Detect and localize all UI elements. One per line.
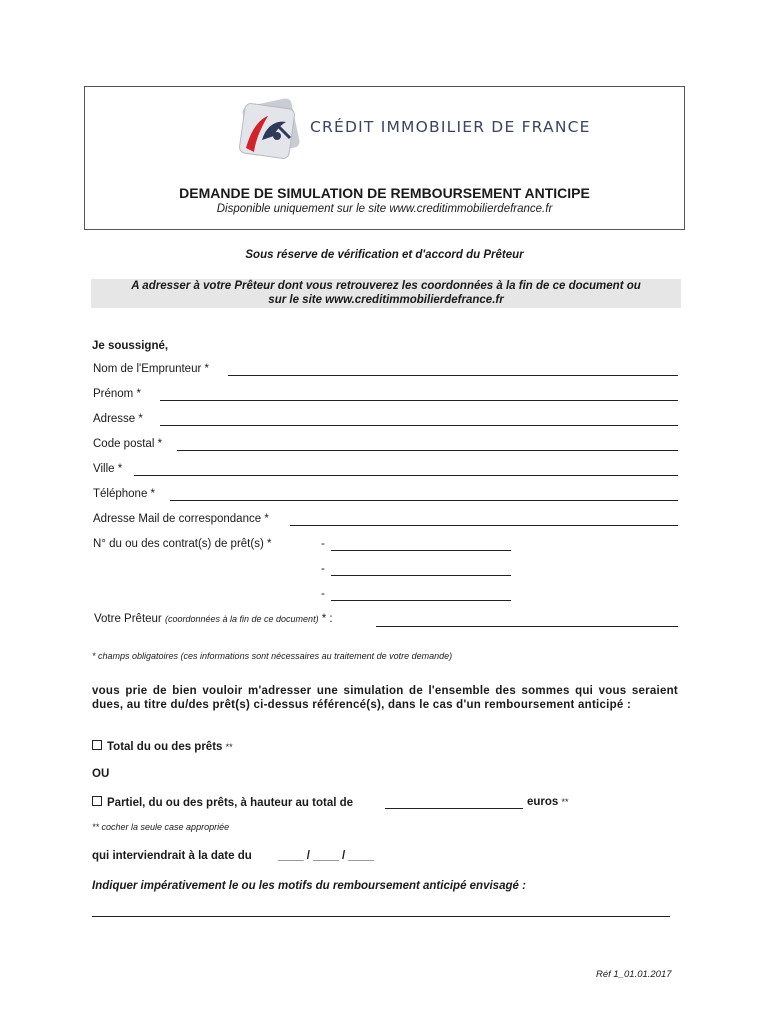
option-total-stars: ** <box>225 742 233 752</box>
euros-label <box>527 796 569 808</box>
date-field[interactable]: ____ / ____ / ____ <box>278 850 374 862</box>
telephone-label: Téléphone * <box>93 488 156 500</box>
request-paragraph: vous prie de bien vouloir m'adresser une simulation de l'ensemble des sommes qui vous seraient dues, au titre du/des prêt(s) ci-dessus référencé(s), dans le cas d'un remboursement anticipé : <box>92 685 678 711</box>
code-postal-label: Code postal * <box>93 438 163 450</box>
contrats-label: N° du ou des contrat(s) de prêt(s) * <box>93 538 272 550</box>
preteur-note: (coordonnées à la fin de ce document) <box>164 614 319 624</box>
preteur-label-text: Votre Prêteur <box>94 613 162 625</box>
address-notice-line-2: sur le site www.creditimmobilierdefrance.fr <box>268 294 504 306</box>
date-label: qui interviendrait à la date du <box>92 850 252 862</box>
option-total-label: Total du ou des prêts <box>107 741 223 753</box>
prenom-field[interactable] <box>160 400 678 401</box>
nom-label: Nom de l'Emprunteur * <box>93 363 209 375</box>
email-label: Adresse Mail de correspondance * <box>93 513 269 525</box>
code-postal-field[interactable] <box>177 450 678 451</box>
contrat-field-3[interactable] <box>331 600 511 601</box>
nom-field[interactable] <box>228 375 678 376</box>
preteur-label <box>94 613 333 625</box>
contrat-dash-1: - <box>321 538 325 550</box>
preteur-field[interactable] <box>376 626 678 627</box>
option-partiel[interactable] <box>92 796 353 809</box>
prenom-label: Prénom * <box>93 388 141 400</box>
address-notice-line-1: A adresser à votre Prêteur dont vous retrouverez les coordonnées à la fin de ce document ou <box>131 280 641 292</box>
email-field[interactable] <box>290 525 678 526</box>
checkbox-partiel[interactable] <box>92 796 102 806</box>
preteur-suffix: * : <box>321 613 333 625</box>
reference: Réf 1_01.01.2017 <box>596 969 672 980</box>
required-note: * champs obligatoires (ces informations sont nécessaires au traitement de votre demande) <box>92 651 453 661</box>
motifs-label: Indiquer impérativement le ou les motifs du remboursement anticipé envisagé : <box>92 880 526 892</box>
telephone-field[interactable] <box>170 500 678 501</box>
ville-field[interactable] <box>134 475 678 476</box>
contrat-field-2[interactable] <box>331 575 511 576</box>
adresse-label: Adresse * <box>93 413 143 425</box>
check-note: ** cocher la seule case appropriée <box>92 822 230 832</box>
contrat-field-1[interactable] <box>331 550 511 551</box>
contrat-dash-2: - <box>321 563 325 575</box>
option-partiel-label: Partiel, du ou des prêts, à hauteur au total de <box>107 797 354 809</box>
logo-text: CRÉDIT IMMOBILIER DE FRANCE <box>310 118 591 136</box>
motifs-field[interactable] <box>92 916 670 917</box>
page-title: DEMANDE DE SIMULATION DE REMBOURSEMENT ANTICIPE <box>179 185 590 201</box>
intro-text: Je soussigné, <box>92 340 169 352</box>
adresse-field[interactable] <box>160 425 678 426</box>
ou-text: OU <box>92 768 110 780</box>
page-subtitle: Disponible uniquement sur le site www.creditimmobilierdefrance.fr <box>216 203 553 215</box>
checkbox-total[interactable] <box>92 740 102 750</box>
montant-field[interactable] <box>385 808 523 809</box>
option-total[interactable] <box>92 740 233 753</box>
ville-label: Ville * <box>93 463 123 475</box>
euros-text: euros <box>527 796 559 808</box>
euros-stars: ** <box>561 797 569 807</box>
contrat-dash-3: - <box>321 588 325 600</box>
reserve-notice: Sous réserve de vérification et d'accord du Prêteur <box>245 249 524 261</box>
